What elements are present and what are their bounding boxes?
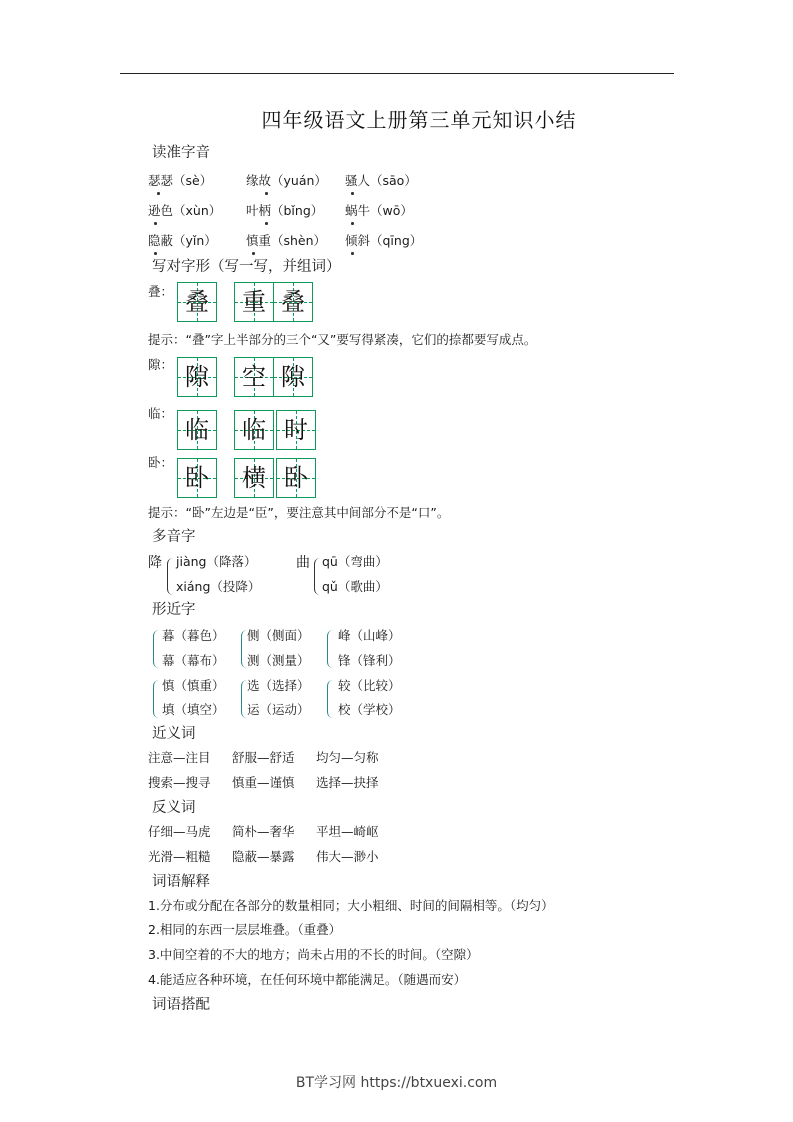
similar-item: 峰（山峰） [338,628,401,643]
writing-grid: 隙 [177,357,217,397]
header-rule [120,73,674,74]
similar-item: 慎（慎重） [162,678,225,693]
similar-item: 运（运动） [247,702,310,717]
polyphone-char: 曲 [296,555,310,571]
brace [314,558,321,595]
section-polyphone: 多音字 [152,529,196,545]
similar-item: 暮（暮色） [162,628,225,643]
polyphone-reading: jiàng（降落） [176,554,257,569]
section-synonyms: 近义词 [152,726,196,742]
synonym-pair: 舒服—舒适 [232,750,295,765]
antonym-pair: 平坦—崎岖 [316,824,379,839]
writing-grid: 叠 [177,282,217,322]
emphasis-dot [351,192,354,195]
synonym-pair: 注意—注目 [148,750,211,765]
brace [327,680,334,718]
tip-text: 提示：“叠”字上半部分的三个“又”要写得紧凑，它们的捺都要写成点。 [148,332,537,347]
emphasis-dot [154,252,157,255]
pron-item: 骚人（sāo） [345,173,417,188]
synonym-pair: 慎重—谨慎 [232,775,295,790]
writing-grid: 临 [234,410,274,450]
synonym-pair: 选择—抉择 [316,775,379,790]
similar-item: 填（填空） [162,702,225,717]
section-collocation: 词语搭配 [152,997,210,1013]
writing-grid: 横 [234,458,274,498]
tip-text: 提示：“卧”左边是“臣”，要注意其中间部分不是“口”。 [148,505,450,520]
similar-item: 选（选择） [247,678,310,693]
explanation-item: 2.相同的东西一层层堆叠。（重叠） [148,922,342,937]
polyphone-reading: qū（弯曲） [322,554,388,569]
char-label: 叠： [148,284,174,299]
char-label: 卧： [148,455,174,470]
writing-grid: 叠 [273,282,313,322]
writing-grid: 卧 [177,458,217,498]
antonym-pair: 简朴—奢华 [232,824,295,839]
pron-item: 缘故（yuán） [246,173,327,188]
explanation-item: 1.分布或分配在各部分的数量相同；大小粗细、时间的间隔相等。（均匀） [148,898,554,913]
pron-item: 逊色（xùn） [148,203,222,218]
emphasis-dot [157,192,160,195]
polyphone-reading: xiáng（投降） [176,579,261,594]
emphasis-dot [351,222,354,225]
page-title: 四年级语文上册第三单元知识小结 [261,108,577,132]
explanation-item: 3.中间空着的不大的地方；尚未占用的不长的时间。（空隙） [148,947,479,962]
section-explanations: 词语解释 [152,874,210,890]
writing-grid: 临 [177,410,217,450]
brace [167,558,174,595]
similar-item: 侧（侧面） [247,628,310,643]
emphasis-dot [265,222,268,225]
writing-grid: 时 [276,410,316,450]
similar-item: 校（学校） [338,702,401,717]
similar-item: 幕（幕布） [162,653,225,668]
char-label: 临： [148,406,174,421]
brace [153,630,160,668]
writing-grid: 隙 [273,357,313,397]
brace [327,630,334,668]
synonym-pair: 搜索—搜寻 [148,775,211,790]
section-pronunciation: 读准字音 [152,145,210,161]
writing-grid: 重 [234,282,274,322]
emphasis-dot [154,222,157,225]
writing-grid: 卧 [276,458,316,498]
pron-item: 慎重（shèn） [246,233,327,248]
similar-item: 较（比较） [338,678,401,693]
pron-item: 隐蔽（yǐn） [148,233,217,248]
antonym-pair: 仔细—马虎 [148,824,211,839]
emphasis-dot [351,252,354,255]
char-label: 隙： [148,357,174,372]
section-antonyms: 反义词 [152,800,196,816]
explanation-item: 4.能适应各种环境，在任何环境中都能满足。（随遇而安） [148,972,467,987]
pron-item: 叶柄（bǐng） [246,203,324,218]
pron-item: 倾斜（qīng） [345,233,423,248]
synonym-pair: 均匀—匀称 [316,750,379,765]
footer-watermark: BT学习网 https://btxuexi.com [295,1075,498,1091]
similar-item: 测（测量） [247,653,310,668]
polyphone-char: 降 [148,555,162,571]
brace [153,680,160,718]
section-writing: 写对字形（写一写，并组词） [152,259,341,275]
antonym-pair: 伟大—渺小 [316,849,379,864]
pron-item: 瑟瑟（sè） [148,173,213,188]
antonym-pair: 隐蔽—暴露 [232,849,295,864]
emphasis-dot [252,252,255,255]
section-similar-shape: 形近字 [152,602,196,618]
antonym-pair: 光滑—粗糙 [148,849,211,864]
writing-grid: 空 [234,357,274,397]
similar-item: 锋（锋利） [338,653,401,668]
polyphone-reading: qǔ（歌曲） [322,579,388,594]
emphasis-dot [265,192,268,195]
pron-item: 蜗牛（wō） [345,203,413,218]
